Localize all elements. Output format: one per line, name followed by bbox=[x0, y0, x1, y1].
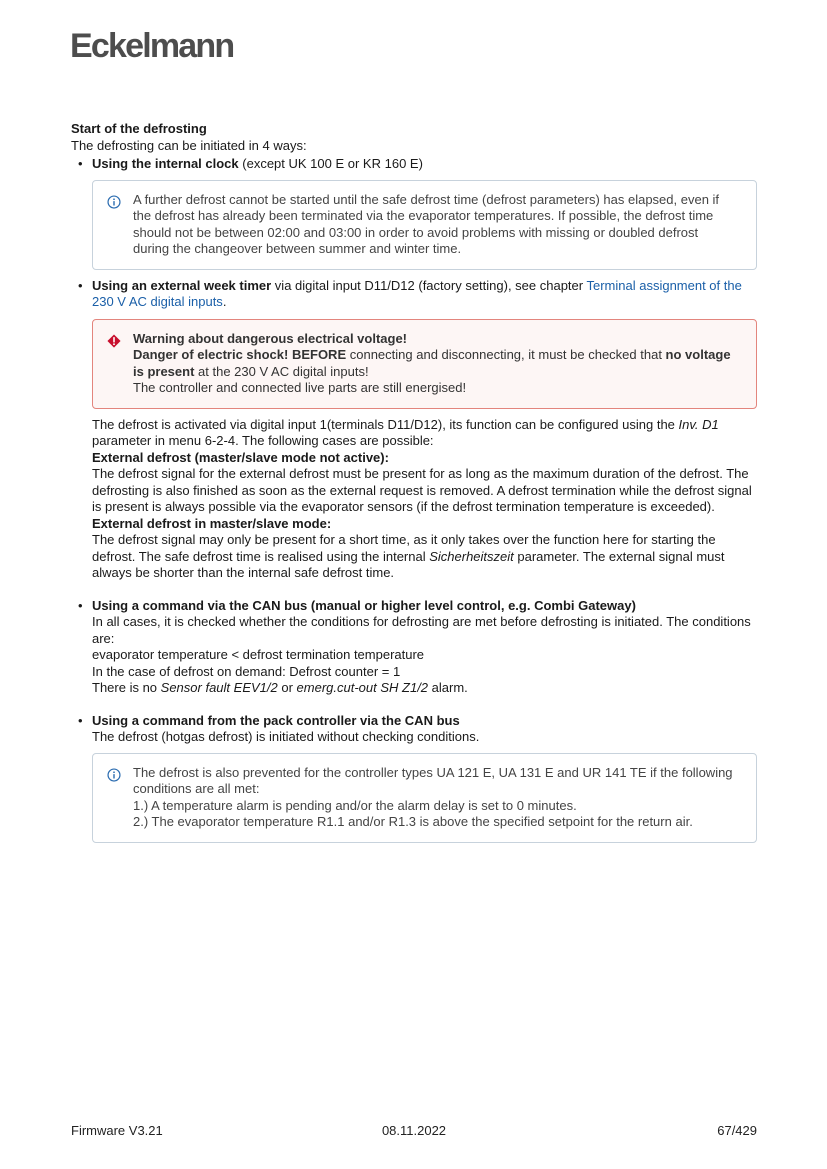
bullet-text-end: . bbox=[222, 294, 227, 309]
bullet-heading: • Using a command from the pack controller via the CAN bus bbox=[92, 712, 460, 728]
bullet-heading: Using an external week timer bbox=[92, 277, 272, 293]
bullet-text: (except UK 100 E or KR 160 E) bbox=[238, 156, 423, 171]
subheading-master-slave: External defrost in master/slave mode: bbox=[92, 515, 332, 531]
paragraph-text: The defrost signal may only be present for a short time, as it only takes over the function here for starting the defrost. The safe defrost time is realised using the internal bbox=[92, 532, 716, 564]
parameter-name: Inv. D1 bbox=[678, 416, 719, 432]
paragraph-text: parameter in menu 6-2-4. The following cases are possible: bbox=[92, 433, 434, 448]
chapter-link-terminal-assignment[interactable]: Terminal assignment of the 230 V AC digital inputs bbox=[92, 277, 742, 309]
defrost-methods-list bbox=[71, 156, 757, 843]
warning-bold-text: Danger of electric shock! BEFORE bbox=[133, 347, 347, 362]
spacer bbox=[71, 697, 757, 713]
warning-text: connecting and disconnecting, it must be checked that bbox=[346, 347, 666, 362]
subheading-external-defrost: External defrost (master/slave mode not active): bbox=[92, 449, 389, 465]
parameter-name: Sicherheitszeit bbox=[429, 548, 514, 564]
condition-text: alarm. bbox=[428, 680, 468, 695]
list-item-can-bus-command bbox=[71, 598, 757, 697]
alarm-name: emerg.cut-out SH Z1/2 bbox=[296, 680, 429, 695]
section-title: Start of the defrosting bbox=[71, 121, 207, 136]
info-note-text: A further defrost cannot be started until the safe defrost time (defrost parameters) has elapsed, even if the defrost has already been terminated via the evaporator temperatures. If possible, the defrost time should not be between 02:00 and 03:00 in order to avoid problems with missing or doubled defrost during the changeover between summer and winter time. bbox=[133, 191, 720, 256]
footer-firmware-version: Firmware V3.21 bbox=[71, 1123, 163, 1138]
paragraph: The defrost (hotgas defrost) is initiated without checking conditions. bbox=[92, 729, 480, 744]
info-note bbox=[92, 753, 757, 843]
warning-note bbox=[92, 319, 757, 409]
footer-date: 08.11.2022 bbox=[381, 1123, 447, 1138]
info-note bbox=[92, 180, 757, 270]
list-item-pack-controller bbox=[71, 713, 757, 843]
bullet-heading: Using the internal clock bbox=[92, 156, 239, 171]
paragraph bbox=[92, 417, 757, 450]
warning-line: The controller and connected live parts are still energised! bbox=[133, 380, 467, 395]
spacer bbox=[71, 582, 757, 598]
paragraph-text: The defrost is activated via digital input 1(terminals D11/D12), its function can be configured using the bbox=[92, 416, 679, 432]
list-item-external-week-timer bbox=[71, 278, 757, 582]
info-note-line: 1.) A temperature alarm is pending and/or the alarm delay is set to 0 minutes. bbox=[133, 797, 577, 813]
info-icon bbox=[107, 195, 121, 209]
condition-line bbox=[92, 680, 757, 697]
paragraph-text: parameter. The external signal must always be shorter than the internal safe defrost time. bbox=[92, 548, 725, 580]
paragraph: The defrost signal for the external defrost must be present for as long as the maximum duration of the defrost. The defrosting is also finished as soon as the external request is removed. A defrost termination while the defrost signal is present is always possible via the evaporator sensors (if the defrost termination temperature is exceeded). bbox=[92, 466, 752, 514]
paragraph: In all cases, it is checked whether the conditions for defrosting are met before defrosting is initiated. The conditions are: bbox=[92, 614, 751, 646]
condition-text: or bbox=[277, 680, 297, 695]
footer-page-number: 67/429 bbox=[717, 1123, 757, 1138]
section-intro: The defrosting can be initiated in 4 ways: bbox=[71, 137, 307, 153]
bullet-text: via digital input D11/D12 (factory setting), see chapter bbox=[271, 277, 587, 293]
condition-line: In the case of defrost on demand: Defrost counter = 1 bbox=[92, 663, 401, 679]
info-note-text: The defrost is also prevented for the controller types UA 121 E, UA 131 E and UR 141 TE if the following conditions are all met: bbox=[133, 764, 733, 796]
warning-icon bbox=[107, 334, 121, 348]
bullet-heading: • Using a command via the CAN bus (manual or higher level control, e.g. Combi Gateway) bbox=[92, 597, 636, 613]
alarm-name: Sensor fault EEV1/2 bbox=[160, 680, 278, 695]
company-logo: Eckelmann bbox=[70, 27, 234, 65]
warning-title: Warning about dangerous electrical voltage! bbox=[133, 330, 408, 346]
page-content bbox=[71, 121, 757, 851]
info-icon bbox=[107, 768, 121, 782]
condition-line: evaporator temperature < defrost termination temperature bbox=[92, 647, 425, 662]
warning-text: at the 230 V AC digital inputs! bbox=[194, 363, 369, 379]
warning-body bbox=[133, 347, 734, 380]
paragraph bbox=[92, 532, 757, 582]
warning-bold-text: no voltage is present bbox=[133, 347, 731, 379]
condition-text: There is no bbox=[92, 680, 161, 695]
info-note-line: 2.) The evaporator temperature R1.1 and/or R1.3 is above the specified setpoint for the return air. bbox=[133, 814, 693, 829]
list-item-internal-clock bbox=[71, 156, 757, 270]
